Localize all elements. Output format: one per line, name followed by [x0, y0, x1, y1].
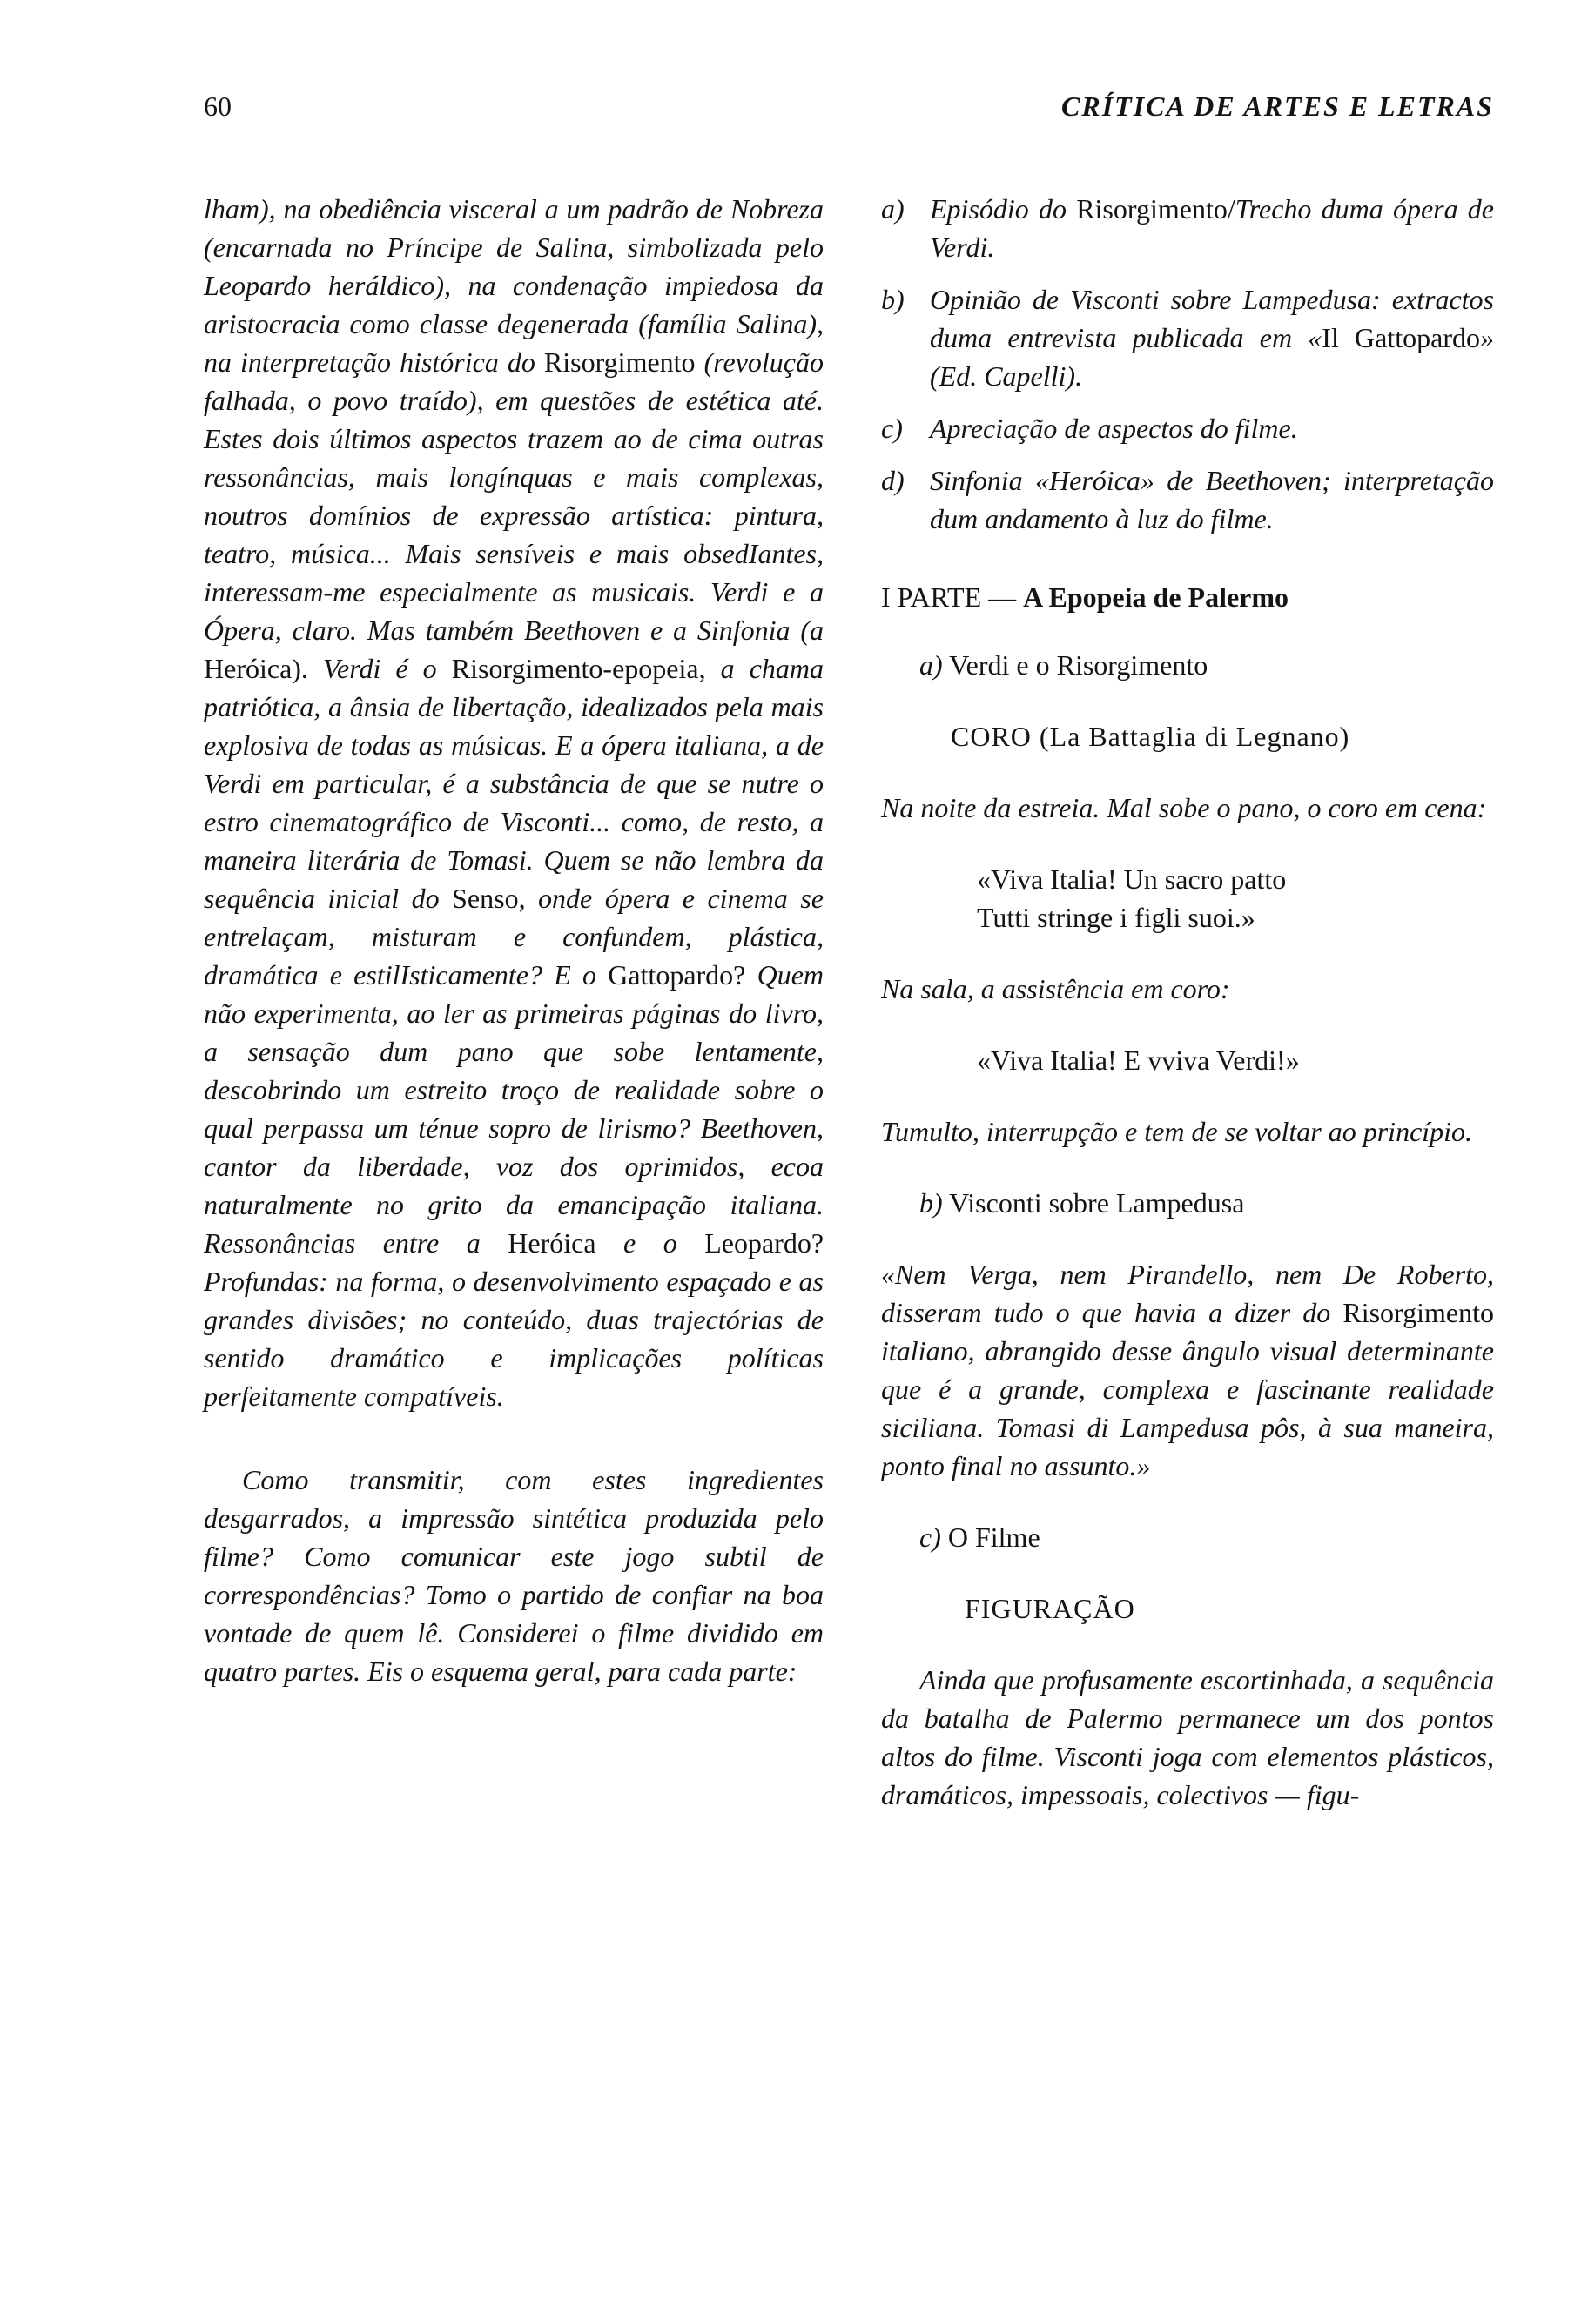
text-run: Risorgimento: [1342, 1297, 1494, 1328]
list-item-text: [930, 409, 1494, 447]
text-run: Sinfonia «Heróica» de Beethoven; interpretação dum andamento à luz do filme.: [930, 465, 1494, 534]
list-marker: a): [881, 193, 905, 225]
subsection-marker: a): [919, 649, 943, 681]
text-run: Verdi é o: [307, 653, 452, 684]
tumulto-paragraph: Tumulto, interrupção e tem de se voltar ao princípio.: [881, 1116, 1473, 1147]
text-run: Il Gattopardo: [1322, 322, 1480, 353]
subsection-a: [919, 646, 1494, 684]
text-run: onde ópera e cinema se entrelaçam, misturam e confundem, plástica, dramática e estilIsticamente? E o: [204, 883, 824, 991]
text-run: Opinião de Visconti sobre Lampedusa: extractos duma entrevista publicada em «: [930, 284, 1494, 353]
text-run: «Nem Verga, nem Pirandello, nem De Roberto, disseram tudo o que havia a dizer do: [881, 1259, 1494, 1328]
subsection-title: Visconti sobre Lampedusa: [949, 1187, 1245, 1219]
scheme-list: [881, 190, 1494, 538]
right-column: [881, 190, 1494, 1847]
ainda-paragraph: Ainda que profusamente escortinhada, a sequência da batalha de Palermo permanece um dos pontos altos do filme. Visconti joga com elementos plásticos, dramáticos, impessoais, colectivos — figu-: [881, 1664, 1494, 1810]
text-run: lham), na obediência visceral a um padrão de Nobreza (encarnada no Príncipe de Salina, simbolizada pelo Leopardo heráldico), na condenação impiedosa da aristocracia como classe degenerada (família Salina), na interpretação histórica do: [204, 193, 824, 378]
text-run: Leopardo?: [704, 1227, 824, 1259]
list-item: [881, 280, 1494, 395]
sala-paragraph: Na sala, a assistência em coro:: [881, 973, 1230, 1004]
quote-line: Tutti stringe i figli suoi.»: [977, 902, 1255, 933]
text-run: Heróica).: [204, 653, 308, 684]
noite-paragraph: Na noite da estreia. Mal sobe o pano, o coro em cena:: [881, 792, 1487, 823]
list-item: [881, 409, 1494, 447]
text-run: » (Ed. Capelli).: [930, 322, 1494, 392]
text-run: italiano, abrangido desse ângulo visual determinante que é a grande, complexa e fascinante realidade siciliana. Tomasi di Lampedusa pôs, à sua maneira, ponto final no assunto.»: [881, 1335, 1494, 1481]
list-item-text: [930, 280, 1494, 395]
text-run: (revolução falhada, o povo traído), em questões de estética até. Estes dois últimos aspectos trazem ao de cima outras ressonâncias, mais longínquas e mais complexas, noutros domínios de expressão artística: pintura, teatro, música... Mais sensíveis e mais obsedIantes, interessam-me especialmente as musicais. Verdi e a Ópera, claro. Mas também Beethoven e a Sinfonia (a: [204, 346, 824, 646]
page-header: [0, 91, 1588, 143]
figuracao-heading: FIGURAÇÃO: [965, 1593, 1135, 1624]
list-marker: d): [881, 465, 905, 496]
running-title: CRÍTICA DE ARTES E LETRAS: [1061, 91, 1494, 122]
subsection-b: [919, 1184, 1494, 1222]
part-heading: [881, 578, 1494, 616]
page-number: 60: [204, 91, 232, 122]
text-run: Quem não experimenta, ao ler as primeiras páginas do livro, a sensação dum pano que sobe lentamente, descobrindo um estreito troço de realidade sobre o qual perpassa um ténue sopro de lirismo? Beethoven, cantor da liberdade, voz dos oprimidos, ecoa naturalmente no grito da emancipação italiana. Ressonâncias entre a: [204, 959, 824, 1259]
text-run: Risorgimento/: [1076, 193, 1235, 225]
text-run: Risorgimento: [543, 346, 696, 378]
part-heading-prefix: I PARTE —: [881, 581, 1024, 613]
left-column: [204, 190, 824, 1690]
list-item-text: [930, 190, 1494, 266]
quote-viva-italia-1: [977, 860, 1494, 937]
left-paragraph-1: [204, 190, 824, 1415]
text-run: Apreciação de aspectos do filme.: [930, 413, 1298, 444]
text-run: Episódio do: [930, 193, 1077, 225]
quote-viva-italia-2: «Viva Italia! E vviva Verdi!»: [977, 1044, 1300, 1076]
list-item: [881, 461, 1494, 538]
list-marker: b): [881, 284, 905, 315]
subsection-marker: c): [919, 1521, 941, 1553]
text-run: Profundas: na forma, o desenvolvimento espaçado e as grandes divisões; no conteúdo, duas trajectórias de sentido dramático e implicações políticas perfeitamente compatíveis.: [204, 1266, 824, 1412]
text-run: Heróica: [508, 1227, 596, 1259]
text-run: Senso,: [452, 883, 526, 914]
subsection-title: O Filme: [947, 1521, 1040, 1553]
part-heading-title: A Epopeia de Palermo: [1023, 581, 1289, 613]
text-run: Trecho duma ópera de Verdi.: [930, 193, 1494, 263]
list-marker: c): [881, 413, 903, 444]
text-run: e o: [596, 1227, 705, 1259]
coro-line: CORO (La Battaglia di Legnano): [951, 721, 1350, 752]
list-item-text: [930, 461, 1494, 538]
text-run: a chama patriótica, a ânsia de libertação, idealizados pela mais explosiva de todas as músicas. E a ópera italiana, a de Verdi em particular, é a substância de que se nutre o estro cinematográfico de Visconti... como, de resto, a maneira literária de Tomasi. Quem se não lembra da sequência inicial do: [204, 653, 824, 914]
subsection-c: [919, 1518, 1494, 1556]
subsection-marker: b): [919, 1187, 943, 1219]
list-item: [881, 190, 1494, 266]
text-run: Gattopardo?: [608, 959, 746, 991]
verga-quote-paragraph: [881, 1255, 1494, 1485]
left-paragraph-2: Como transmitir, com estes ingredientes desgarrados, a impressão sintética produzida pelo filme? Como comunicar este jogo subtil de correspondências? Tomo o partido de confiar na boa vontade de quem lê. Considerei o filme dividido em quatro partes. Eis o esquema geral, para cada parte:: [204, 1464, 824, 1687]
text-run: Risorgimento-epopeia,: [451, 653, 706, 684]
quote-line: «Viva Italia! Un sacro patto: [977, 863, 1287, 895]
subsection-title: Verdi e o Risorgimento: [949, 649, 1208, 681]
